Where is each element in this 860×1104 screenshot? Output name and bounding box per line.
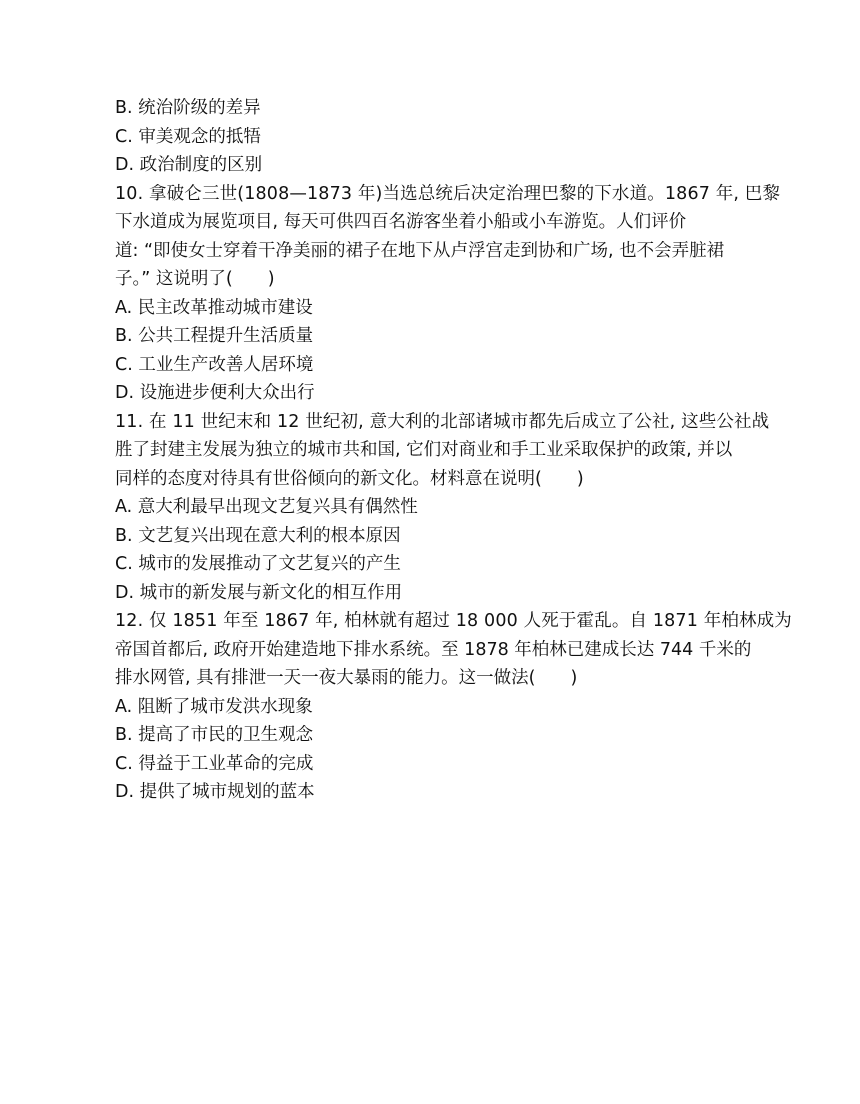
question-10 [115, 180, 781, 408]
question-12-option-b: B. 提高了市民的卫生观念 [115, 725, 314, 745]
question-content [115, 94, 792, 807]
question-11-option-d: D. 城市的新发展与新文化的相互作用 [115, 582, 403, 603]
question-11 [115, 408, 770, 608]
question-10-option-a: A. 民主改革推动城市建设 [115, 297, 313, 318]
question-11-option-a: A. 意大利最早出现文艺复兴具有偶然性 [115, 497, 418, 517]
question-12-option-c: C. 得益于工业革命的完成 [115, 753, 314, 774]
question-9-options [115, 94, 747, 180]
question-12-stem-line: 12. 仅 1851 年至 1867 年, 柏林就有超过 18 000 人死于霍乱。自 1871 年柏林成为 [115, 611, 792, 631]
question-11-option-b: B. 文艺复兴出现在意大利的根本原因 [115, 525, 401, 546]
question-9-option-c: C. 审美观念的抵牾 [115, 126, 261, 147]
question-12 [115, 607, 792, 807]
question-11-option-c: C. 城市的发展推动了文艺复兴的产生 [115, 554, 401, 574]
question-12-stem-line: 帝国首都后, 政府开始建造地下排水系统。至 1878 年柏林已建成长达 744 千米的 [115, 639, 752, 660]
question-11-stem-line: 11. 在 11 世纪末和 12 世纪初, 意大利的北部诸城市都先后成立了公社, 这些公社战 [115, 411, 770, 432]
question-10-option-b: B. 公共工程提升生活质量 [115, 326, 314, 346]
question-12-option-a: A. 阻断了城市发洪水现象 [115, 696, 313, 717]
question-9-option-d: D. 政治制度的区别 [115, 155, 263, 175]
question-9-option-b: B. 统治阶级的差异 [115, 98, 261, 118]
question-10-stem-line: 子。” 这说明了( ) [115, 269, 275, 289]
question-11-stem-line: 胜了封建主发展为独立的城市共和国, 它们对商业和手工业采取保护的政策, 并以 [115, 440, 733, 460]
question-12-stem-line: 排水网管, 具有排泄一天一夜大暴雨的能力。这一做法( ) [115, 668, 578, 688]
question-10-option-d: D. 设施进步便利大众出行 [115, 383, 315, 403]
question-11-stem-line: 同样的态度对待具有世俗倾向的新文化。材料意在说明( ) [115, 468, 584, 489]
question-10-stem-line: 10. 拿破仑三世(1808—1873 年)当选总统后决定治理巴黎的下水道。1867 年, 巴黎 [115, 183, 781, 204]
question-10-stem-line: 道: “即使女士穿着干净美丽的裙子在地下从卢浮宫走到协和广场, 也不会弄脏裙 [115, 240, 725, 261]
question-10-stem-line: 下水道成为展览项目, 每天可供四百名游客坐着小船或小车游览。人们评价 [115, 212, 687, 232]
question-12-option-d: D. 提供了城市规划的蓝本 [115, 782, 315, 802]
question-10-option-c: C. 工业生产改善人居环境 [115, 354, 314, 375]
